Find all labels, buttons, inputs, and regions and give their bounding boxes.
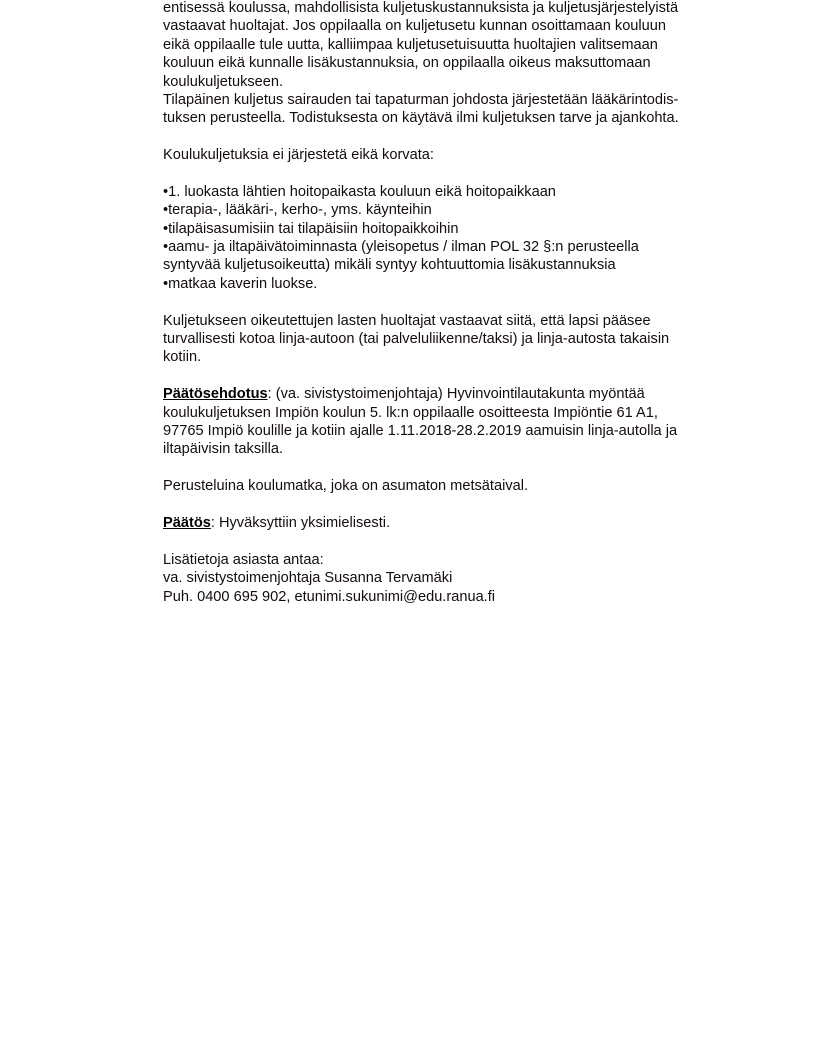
text-line: entisessä koulussa, mahdollisista kuljetuskustannuksista ja kuljetusjärjestelyistä [163, 0, 679, 16]
list-item: syntyvää kuljetusoikeutta) mikäli syntyy kohtuuttomia lisäkustannuksia [163, 257, 616, 274]
list-item: •aamu- ja iltapäivätoiminnasta (yleisopetus / ilman POL 32 §:n perusteella [163, 239, 639, 256]
not-arranged-heading: Koulukuljetuksia ei järjestetä eikä korvata: [163, 147, 434, 164]
text-line: Kuljetukseen oikeutettujen lasten huoltajat vastaavat siitä, että lapsi pääsee [163, 312, 651, 329]
list-item: •terapia-, lääkäri-, kerho-, yms. käynteihin [163, 202, 432, 219]
list-item: •tilapäisasumisiin tai tilapäisiin hoitopaikkoihin [163, 220, 459, 237]
paragraph-guardian-responsibility [163, 312, 679, 367]
text-line: kotiin. [163, 349, 202, 366]
decision-proposal [163, 385, 679, 459]
text-line: eikä oppilaalle tule uutta, kalliimpaa kuljetusetuisuutta huoltajien valitsemaan [163, 36, 658, 53]
contact-info [163, 551, 679, 606]
decision-text: : Hyväksyttiin yksimielisesti. [210, 514, 391, 531]
contact-line: va. sivistystoimenjohtaja Susanna Tervamäki [163, 570, 453, 587]
paragraph-transport-rules [163, 0, 679, 128]
contact-line: Lisätietoja asiasta antaa: [163, 551, 324, 568]
proposal-text: : (va. sivistystoimenjohtaja) Hyvinvointilautakunta myöntää [267, 386, 645, 403]
bullet-list [163, 183, 679, 293]
text-line: vastaavat huoltajat. Jos oppilaalla on kuljetusetu kunnan osoittamaan kouluun [163, 18, 667, 35]
text-line: 97765 Impiö koulille ja kotiin ajalle 1.11.2018-28.2.2019 aamuisin linja-autolla ja [163, 422, 678, 439]
decision-label: Päätös [163, 514, 211, 531]
text-line: tuksen perusteella. Todistuksesta on käytävä ilmi kuljetuksen tarve ja ajankohta. [163, 110, 679, 127]
text-line: turvallisesti kotoa linja-autoon (tai palveluliikenne/taksi) ja linja-autosta takaisin [163, 331, 670, 348]
rationale: Perusteluina koulumatka, joka on asumaton metsätaival. [163, 478, 529, 495]
text-line: Tilapäinen kuljetus sairauden tai tapaturman johdosta järjestetään lääkärintodis- [163, 91, 679, 108]
text-line: koulukuljetukseen. [163, 73, 284, 90]
text-line: kouluun eikä kunnalle lisäkustannuksia, on oppilaalla oikeus maksuttomaan [163, 55, 651, 72]
document-body [163, 0, 679, 606]
contact-line: Puh. 0400 695 902, etunimi.sukunimi@edu.ranua.fi [163, 588, 496, 605]
list-item: •matkaa kaverin luokse. [163, 275, 318, 292]
list-item: •1. luokasta lähtien hoitopaikasta kouluun eikä hoitopaikkaan [163, 183, 556, 200]
text-line: iltapäivisin taksilla. [163, 441, 284, 458]
proposal-label: Päätösehdotus [163, 386, 268, 403]
decision [163, 514, 679, 532]
text-line: koulukuljetuksen Impiön koulun 5. lk:n oppilaalle osoitteesta Impiöntie 61 A1, [163, 404, 658, 421]
